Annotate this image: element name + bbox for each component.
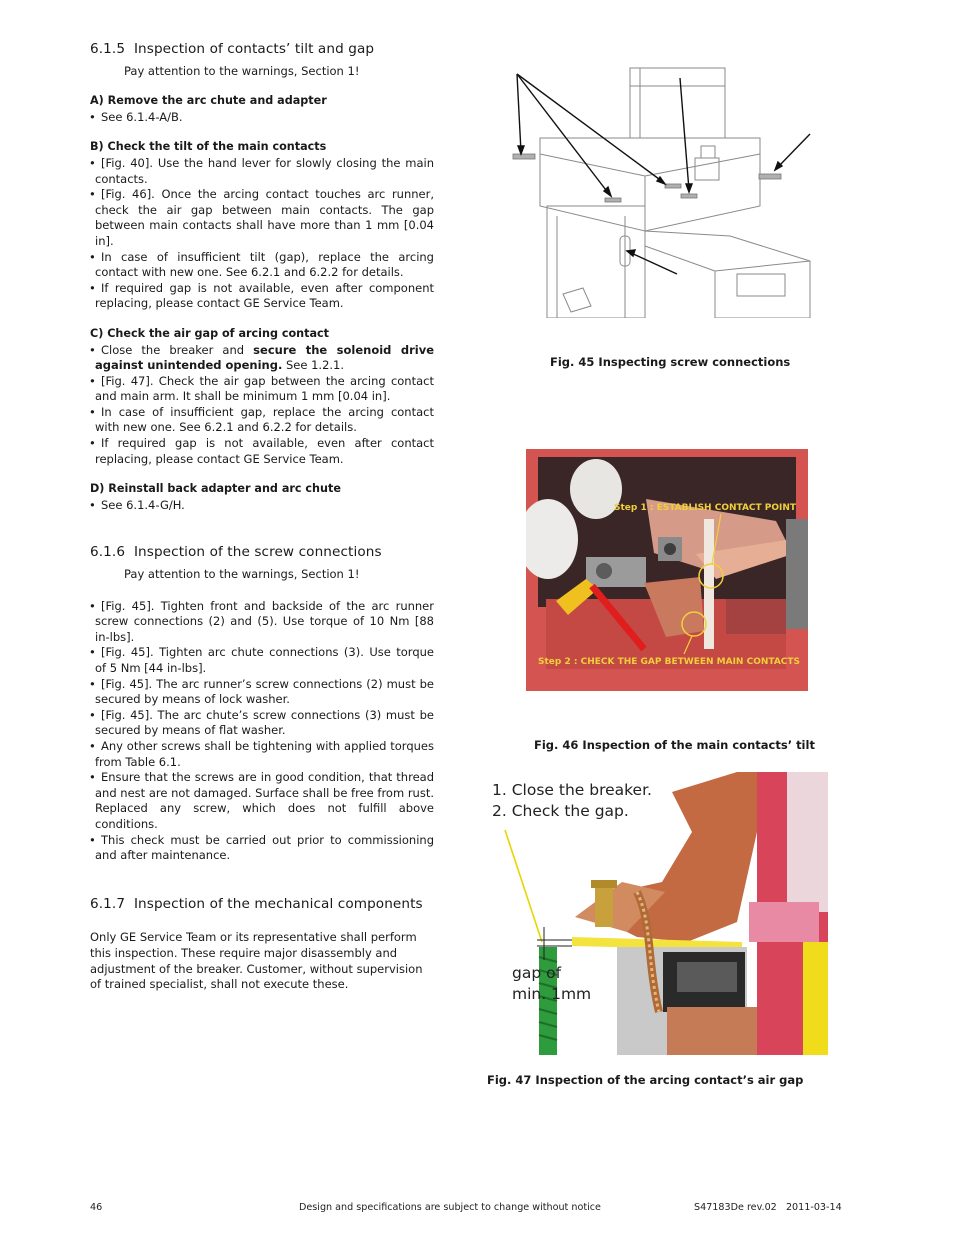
- list-item: • Any other screws shall be tightening with applied torques from Table 6.1.: [90, 739, 434, 770]
- section-heading-6-1-5: [90, 42, 434, 58]
- section-heading-6-1-7: [90, 897, 434, 913]
- figure-46-main-contacts-tilt: [526, 449, 808, 691]
- subsection-c-title: C) Check the air gap of arcing contact: [90, 326, 330, 340]
- section-number: 6.1.6: [90, 544, 126, 561]
- list-item: • [Fig. 40]. Use the hand lever for slowly closing the main contacts.: [90, 156, 434, 187]
- subsection-a-title: A) Remove the arc chute and adapter: [90, 94, 327, 108]
- figure-45-screw-connections: [505, 66, 815, 318]
- list-item: • In case of insufficient tilt (gap), replace the arcing contact with new one. See 6.2.1 and 6.2.2 for details.: [90, 250, 434, 281]
- screw-connections-list: [90, 599, 434, 864]
- list-item: • [Fig. 45]. The arc runner’s screw connections (2) must be secured by means of lock washer.: [90, 677, 434, 708]
- list-item: • See 6.1.4-A/B.: [90, 110, 434, 126]
- section-number: 6.1.7: [90, 895, 126, 912]
- subsection-b-title: B) Check the tilt of the main contacts: [90, 140, 327, 154]
- list-item: • [Fig. 47]. Check the air gap between the arcing contact and main arm. It shall be minimum 1 mm [0.04 in].: [90, 374, 434, 405]
- page-number: 46: [90, 1202, 103, 1213]
- list-item: • In case of insufficient gap, replace the arcing contact with new one. See 6.2.1 and 6.2.2 for details.: [90, 405, 434, 436]
- section-title: Inspection of the screw connections: [133, 544, 382, 561]
- subsection-b-list: [90, 156, 434, 312]
- left-column: [90, 42, 434, 993]
- list-item: • See 6.1.4-G/H.: [90, 498, 434, 514]
- breaker-line-drawing: [505, 66, 815, 318]
- warning-note: Pay attention to the warnings, Section 1!: [124, 567, 360, 582]
- list-item: • Close the breaker and secure the solenoid drive against unintended opening. See 1.2.1.: [90, 343, 434, 374]
- instruction-line-2: 2. Check the gap.: [492, 802, 629, 820]
- step-2-label: Step 2 : CHECK THE GAP BETWEEN MAIN CONTACTS: [538, 657, 801, 667]
- list-item: • This check must be carried out prior to commissioning and after maintenance.: [90, 833, 434, 864]
- mechanical-inspection-paragraph: Only GE Service Team or its representative shall perform this inspection. These require major disassembly and adjustment of the breaker. Customer, without supervision of trained specialist, shall not execute these.: [90, 930, 423, 992]
- figure-47-caption: Fig. 47 Inspection of the arcing contact’s air gap: [487, 1073, 804, 1087]
- list-item: • [Fig. 46]. Once the arcing contact touches arc runner, check the air gap between main contacts. The gap between main contacts shall have more than 1 mm [0.04 in].: [90, 187, 434, 249]
- warning-note: Pay attention to the warnings, Section 1!: [124, 63, 360, 78]
- subsection-d-list: [90, 498, 434, 514]
- list-item: • [Fig. 45]. Tighten front and backside of the arc runner screw connections (2) and (5). Use torque of 10 Nm [88 in-lbs].: [90, 599, 434, 646]
- list-item: • If required gap is not available, even after contact replacing, please contact GE Service Team.: [90, 436, 434, 467]
- footer-disclaimer: Design and specifications are subject to change without notice: [299, 1202, 601, 1213]
- section-title: Inspection of contacts’ tilt and gap: [133, 41, 375, 57]
- list-item: • [Fig. 45]. The arc chute’s screw connections (3) must be secured by means of flat washer.: [90, 708, 434, 739]
- step-1-label: Step 1 : ESTABLISH CONTACT POINT: [614, 503, 797, 513]
- document-revision: [694, 1202, 842, 1213]
- list-item: • [Fig. 45]. Tighten arc chute connections (3). Use torque of 5 Nm [44 in-lbs].: [90, 645, 434, 676]
- section-number: 6.1.5: [90, 41, 126, 57]
- section-title: Inspection of the mechanical components: [133, 895, 423, 912]
- document-id: S47183De rev.02: [694, 1202, 777, 1213]
- subsection-a-list: [90, 110, 434, 126]
- gap-label-line-1: gap of: [512, 964, 562, 982]
- main-contacts-photo: [526, 449, 808, 691]
- instruction-line-1: 1. Close the breaker.: [492, 781, 652, 799]
- list-item: • Ensure that the screws are in good condition, that thread and nest are not damaged. Surface shall be free from rust. Replaced any screw, which does not fulfill above conditions.: [90, 770, 434, 832]
- gap-label-line-2: min. 1mm: [512, 985, 592, 1003]
- figure-46-caption: Fig. 46 Inspection of the main contacts’ tilt: [534, 738, 815, 752]
- subsection-d-title: D) Reinstall back adapter and arc chute: [90, 482, 341, 496]
- subsection-c-list: [90, 343, 434, 468]
- section-heading-6-1-6: [90, 545, 434, 561]
- figure-47-arcing-contact-gap: [487, 772, 828, 1055]
- document-date: 2011-03-14: [785, 1202, 842, 1213]
- list-item: • If required gap is not available, even after component replacing, please contact GE Service Team.: [90, 281, 434, 312]
- figure-45-caption: Fig. 45 Inspecting screw connections: [550, 355, 791, 369]
